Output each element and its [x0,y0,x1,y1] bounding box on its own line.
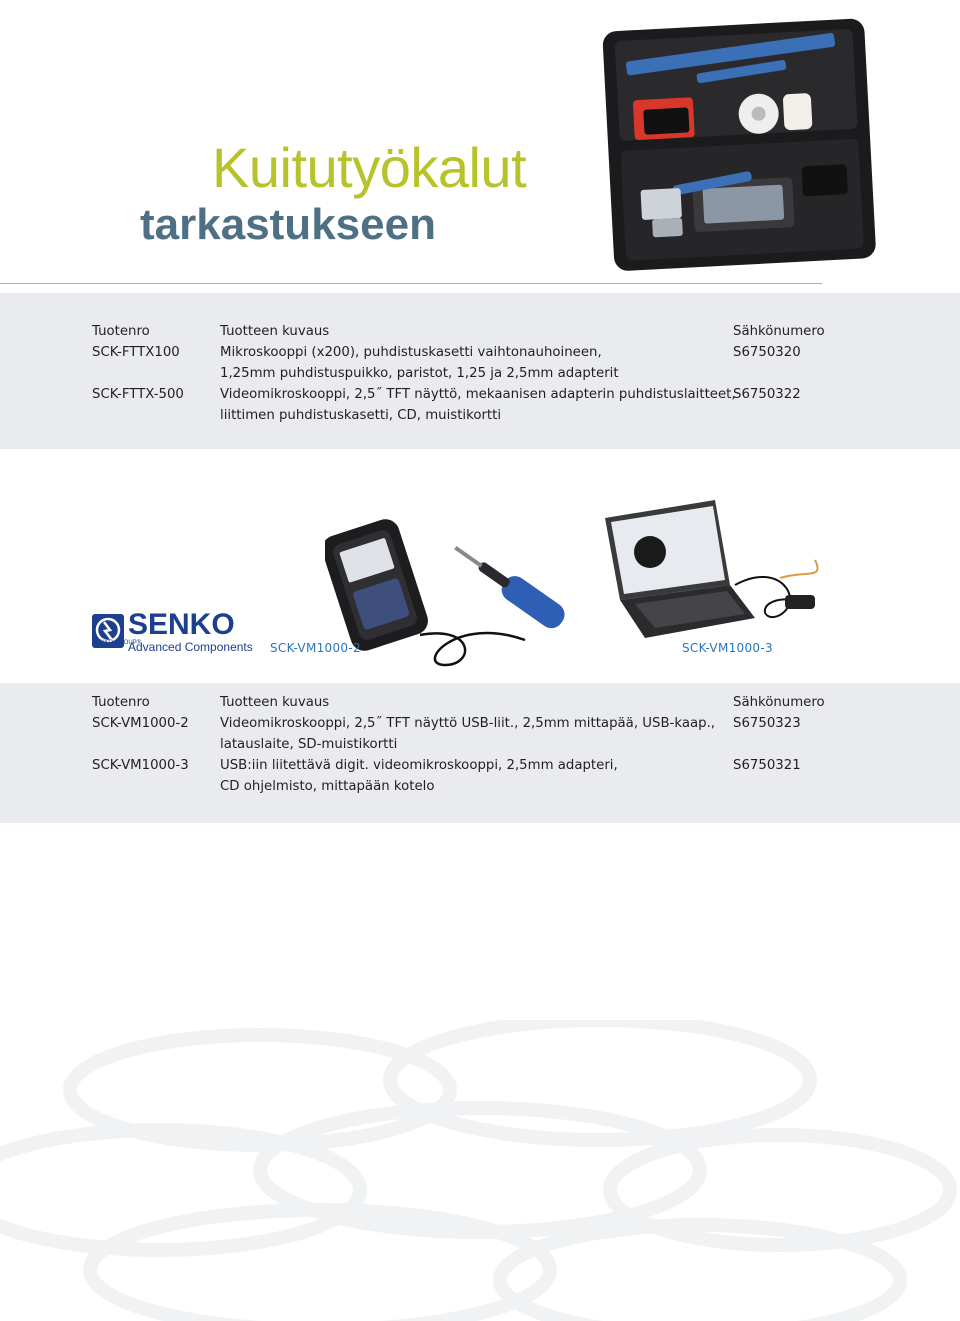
product-table-2 [0,683,960,823]
row2-product: SCK-VM1000-3 [92,758,189,773]
row2-desc-line2: CD ohjelmisto, mittapään kotelo [220,779,435,794]
caption-device-1: SCK-VM1000-2 [270,641,361,655]
row1-product: SCK-VM1000-2 [92,716,189,731]
header-description: Tuotteen kuvaus [220,324,330,339]
row1-desc-line1: Mikroskooppi (x200), puhdistuskasetti vaihtonauhoineen, [220,345,602,360]
row1-desc-line2: latauslaite, SD-muistikortti [220,737,398,752]
usb-microscope-laptop-image [605,500,835,650]
header-product-number: Tuotenro [92,695,150,710]
logo-brand: SENKO [128,608,235,641]
row2-desc-line2: liittimen puhdistuskasetti, CD, muistikortti [220,408,502,423]
caption-device-2: SCK-VM1000-3 [682,641,773,655]
row2-number: S6750321 [733,758,801,773]
logo-tagline: Advanced Components [128,640,253,654]
row2-number: S6750322 [733,387,801,402]
toolkit-case-image [590,5,880,275]
row1-number: S6750323 [733,716,801,731]
header-description: Tuotteen kuvaus [220,695,330,710]
divider [0,283,822,284]
row1-number: S6750320 [733,345,801,360]
row1-desc-line2: 1,25mm puhdistuspuikko, paristot, 1,25 ja 2,5mm adapterit [220,366,619,381]
header-product-number: Tuotenro [92,324,150,339]
product-table-1 [0,293,960,449]
row1-desc-line1: Videomikroskooppi, 2,5˝ TFT näyttö USB-liit., 2,5mm mittapää, USB-kaap., [220,716,716,731]
header-electrical-number: Sähkönumero [733,324,825,339]
row2-desc-line1: USB:iin liitettävä digit. videomikroskooppi, 2,5mm adapteri, [220,758,618,773]
decorative-rings [0,1020,960,1321]
logo-group: SENKO GROUP® [92,640,142,646]
row2-product: SCK-FTTX-500 [92,387,184,402]
page-title: Kuitutyökalut [212,136,527,199]
page-subtitle: tarkastukseen [140,200,436,249]
video-microscope-image [325,505,595,675]
header-electrical-number: Sähkönumero [733,695,825,710]
row1-product: SCK-FTTX100 [92,345,180,360]
row2-desc-line1: Videomikroskooppi, 2,5˝ TFT näyttö, mekaanisen adapterin puhdistuslaitteet, [220,387,736,402]
